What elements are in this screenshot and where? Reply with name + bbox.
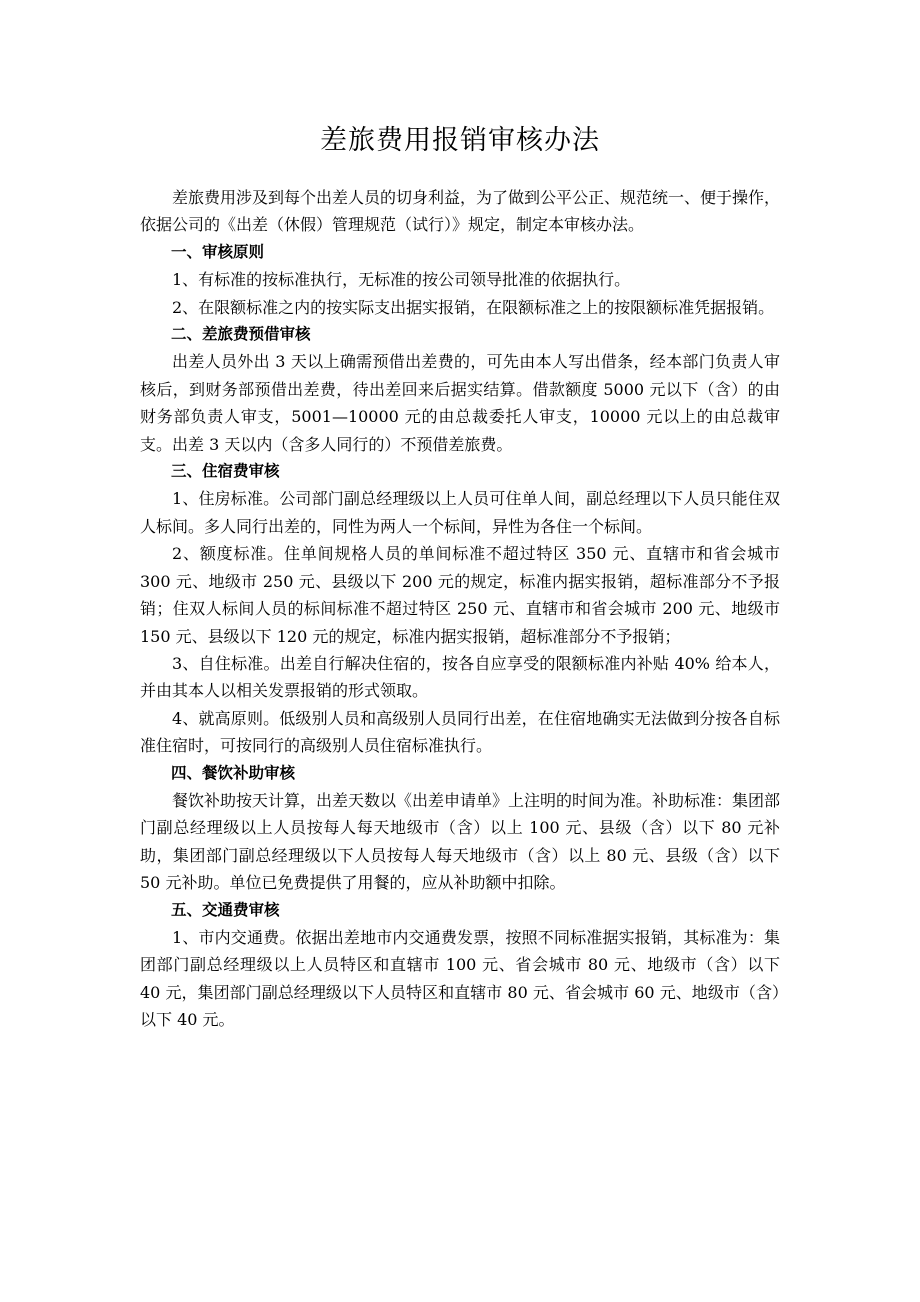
- body-paragraph: 2、额度标准。住单间规格人员的单间标准不超过特区 350 元、直辖市和省会城市 300 元、地级市 250 元、县级以下 200 元的规定，标准内据实报销，超标准部分不予报销；住双人标间人员的标间标准不超过特区 250 元、直辖市和省会城市 200 元、地级市 150 元、县级以下 120 元的规定，标准内据实报销，超标准部分不予报销；: [140, 544, 780, 646]
- section-heading: 三、住宿费审核: [171, 462, 280, 481]
- document-body: [140, 184, 780, 1034]
- body-paragraph: 1、市内交通费。依据出差地市内交通费发票，按照不同标准据实报销，其标准为：集团部门副总经理级以上人员特区和直辖市 100 元、省会城市 80 元、地级市（含）以下 40 元，集团部门副总经理级以下人员特区和直辖市 80 元、省会城市 60 元、地级市（含）以下 40 元。: [140, 927, 780, 1030]
- section-heading: 一、审核原则: [171, 242, 265, 261]
- body-paragraph: 出差人员外出 3 天以上确需预借出差费的，可先由本人写出借条，经本部门负责人审核后，到财务部预借出差费，待出差回来后据实结算。借款额度 5000 元以下（含）的由财务部负责人审支，5001—10000 元的由总裁委托人审支，10000 元以上的由总裁审支。出差 3 天以内（含多人同行的）不预借差旅费。: [140, 352, 780, 454]
- section-heading: 五、交通费审核: [171, 900, 280, 919]
- body-paragraph: 餐饮补助按天计算，出差天数以《出差申请单》上注明的时间为准。补助标准：集团部门副总经理级以上人员按每人每天地级市（含）以上 100 元、县级（含）以下 80 元补助，集团部门副总经理级以下人员按每人每天地级市（含）以上 80 元、县级（含）以下 50 元补助。单位已免费提供了用餐的，应从补助额中扣除。: [140, 790, 781, 893]
- document-title: 差旅费用报销审核办法: [320, 125, 600, 156]
- body-paragraph: 3、自住标准。出差自行解决住宿的，按各自应享受的限额标准内补贴 40% 给本人，并由其本人以相关发票报销的形式领取。: [140, 653, 780, 701]
- section-heading: 二、差旅费预借审核: [171, 325, 311, 344]
- body-paragraph: 1、有标准的按标准执行，无标准的按公司领导批准的依据执行。: [172, 270, 631, 290]
- body-paragraph: 1、住房标准。公司部门副总经理级以上人员可住单人间，副总经理以下人员只能住双人标间。多人同行出差的，同性为两人一个标间，异性为各住一个标间。: [140, 489, 780, 536]
- body-paragraph: 4、就高原则。低级别人员和高级别人员同行出差，在住宿地确实无法做到分按各自标准住宿时，可按同行的高级别人员住宿标准执行。: [140, 708, 780, 756]
- section-heading: 四、餐饮补助审核: [171, 763, 296, 782]
- intro-paragraph: 差旅费用涉及到每个出差人员的切身利益，为了做到公平公正、规范统一、便于操作，依据公司的《出差（休假）管理规范（试行）》规定，制定本审核办法。: [140, 188, 781, 235]
- body-paragraph: 2、在限额标准之内的按实际支出据实报销，在限额标准之上的按限额标准凭据报销。: [172, 297, 775, 317]
